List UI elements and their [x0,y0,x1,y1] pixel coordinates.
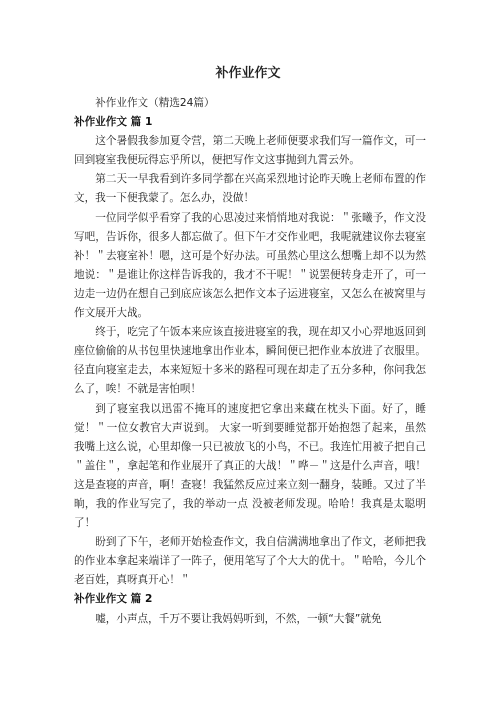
paragraph: 嘘，小声点，千万不要让我妈妈听到，不然，一顿“大餐”就免 [95,612,382,625]
paragraph: 一位同学似乎看穿了我的心思凌过来悄悄地对我说：＂张曦予，作文没写吧，告诉你，很多人都忘做了。但下午才交作业吧，我呢就建议你去寝室补！＂去寝室补！嗯，这可是个好办法。可虽然心里这么想嘴上却不以为然地说：＂是谁让你这样告诉我的，我才不干呢！＂说罢便转身走开了，可一边走一边仍在想自己到底应该怎么把作文本子运进寝室，又怎么在被窝里与作文展开大战。 [74,211,426,320]
paragraph: 盼到了下午，老师开始检查作文，我自信满满地拿出了作文，老师把我的作业本拿起来端详了一阵子，便用笔写了个大大的优十。＂哈哈，今儿个老百姓，真呀真开心！＂ [74,536,426,587]
paragraph: 这个暑假我参加夏令营，第二天晚上老师便要求我们写一篇作文，可一回到寝室我便玩得忘乎所以，便把写作文这事抛到九霄云外。 [74,135,426,167]
document-title: 补作业作文 [215,66,281,81]
paragraph: 第二天一早我看到许多同学都在兴高采烈地讨论昨天晚上老师布置的作文，我一下便我蒙了。怎么办，没做！ [74,173,426,205]
paragraph: 到了寝室我以迅雷不掩耳的速度把它拿出来藏在枕头下面。好了，睡觉！＂一位女教官大声说到。 大家一听到要睡觉都开始抱怨了起来，虽然我嘴上这么说，心里却像一只已被放飞的小鸟，不已。我连忙用被子把自己＂盖住＂，拿起笔和作业展开了真正的大战！＂哗－＂这是什么声音，哦！这是查寝的声音，啊！查寝！我猛然反应过来立刻一翻身，装睡。又过了半晌，我的作业写完了，我的举动一点 没被老师发现。哈哈！我真是太聪明了！ [74,402,426,530]
document-body [74,94,426,629]
paragraph: 终于，吃完了午饭本来应该直接进寝室的我，现在却又小心羿地返回到座位偷偷的从书包里快速地拿出作业本，瞬间便已把作业本放进了衣服里。径直向寝室走去，本来短短十多米的路程可现在却走了五分多种，你问我怎么了，唉！不就是害怕呗！ [74,326,426,396]
section-heading: 补作业作文 篇 1 [74,116,153,129]
document-subtitle: 补作业作文（精选24篇） [95,97,215,109]
section-heading: 补作业作文 篇 2 [74,593,153,606]
